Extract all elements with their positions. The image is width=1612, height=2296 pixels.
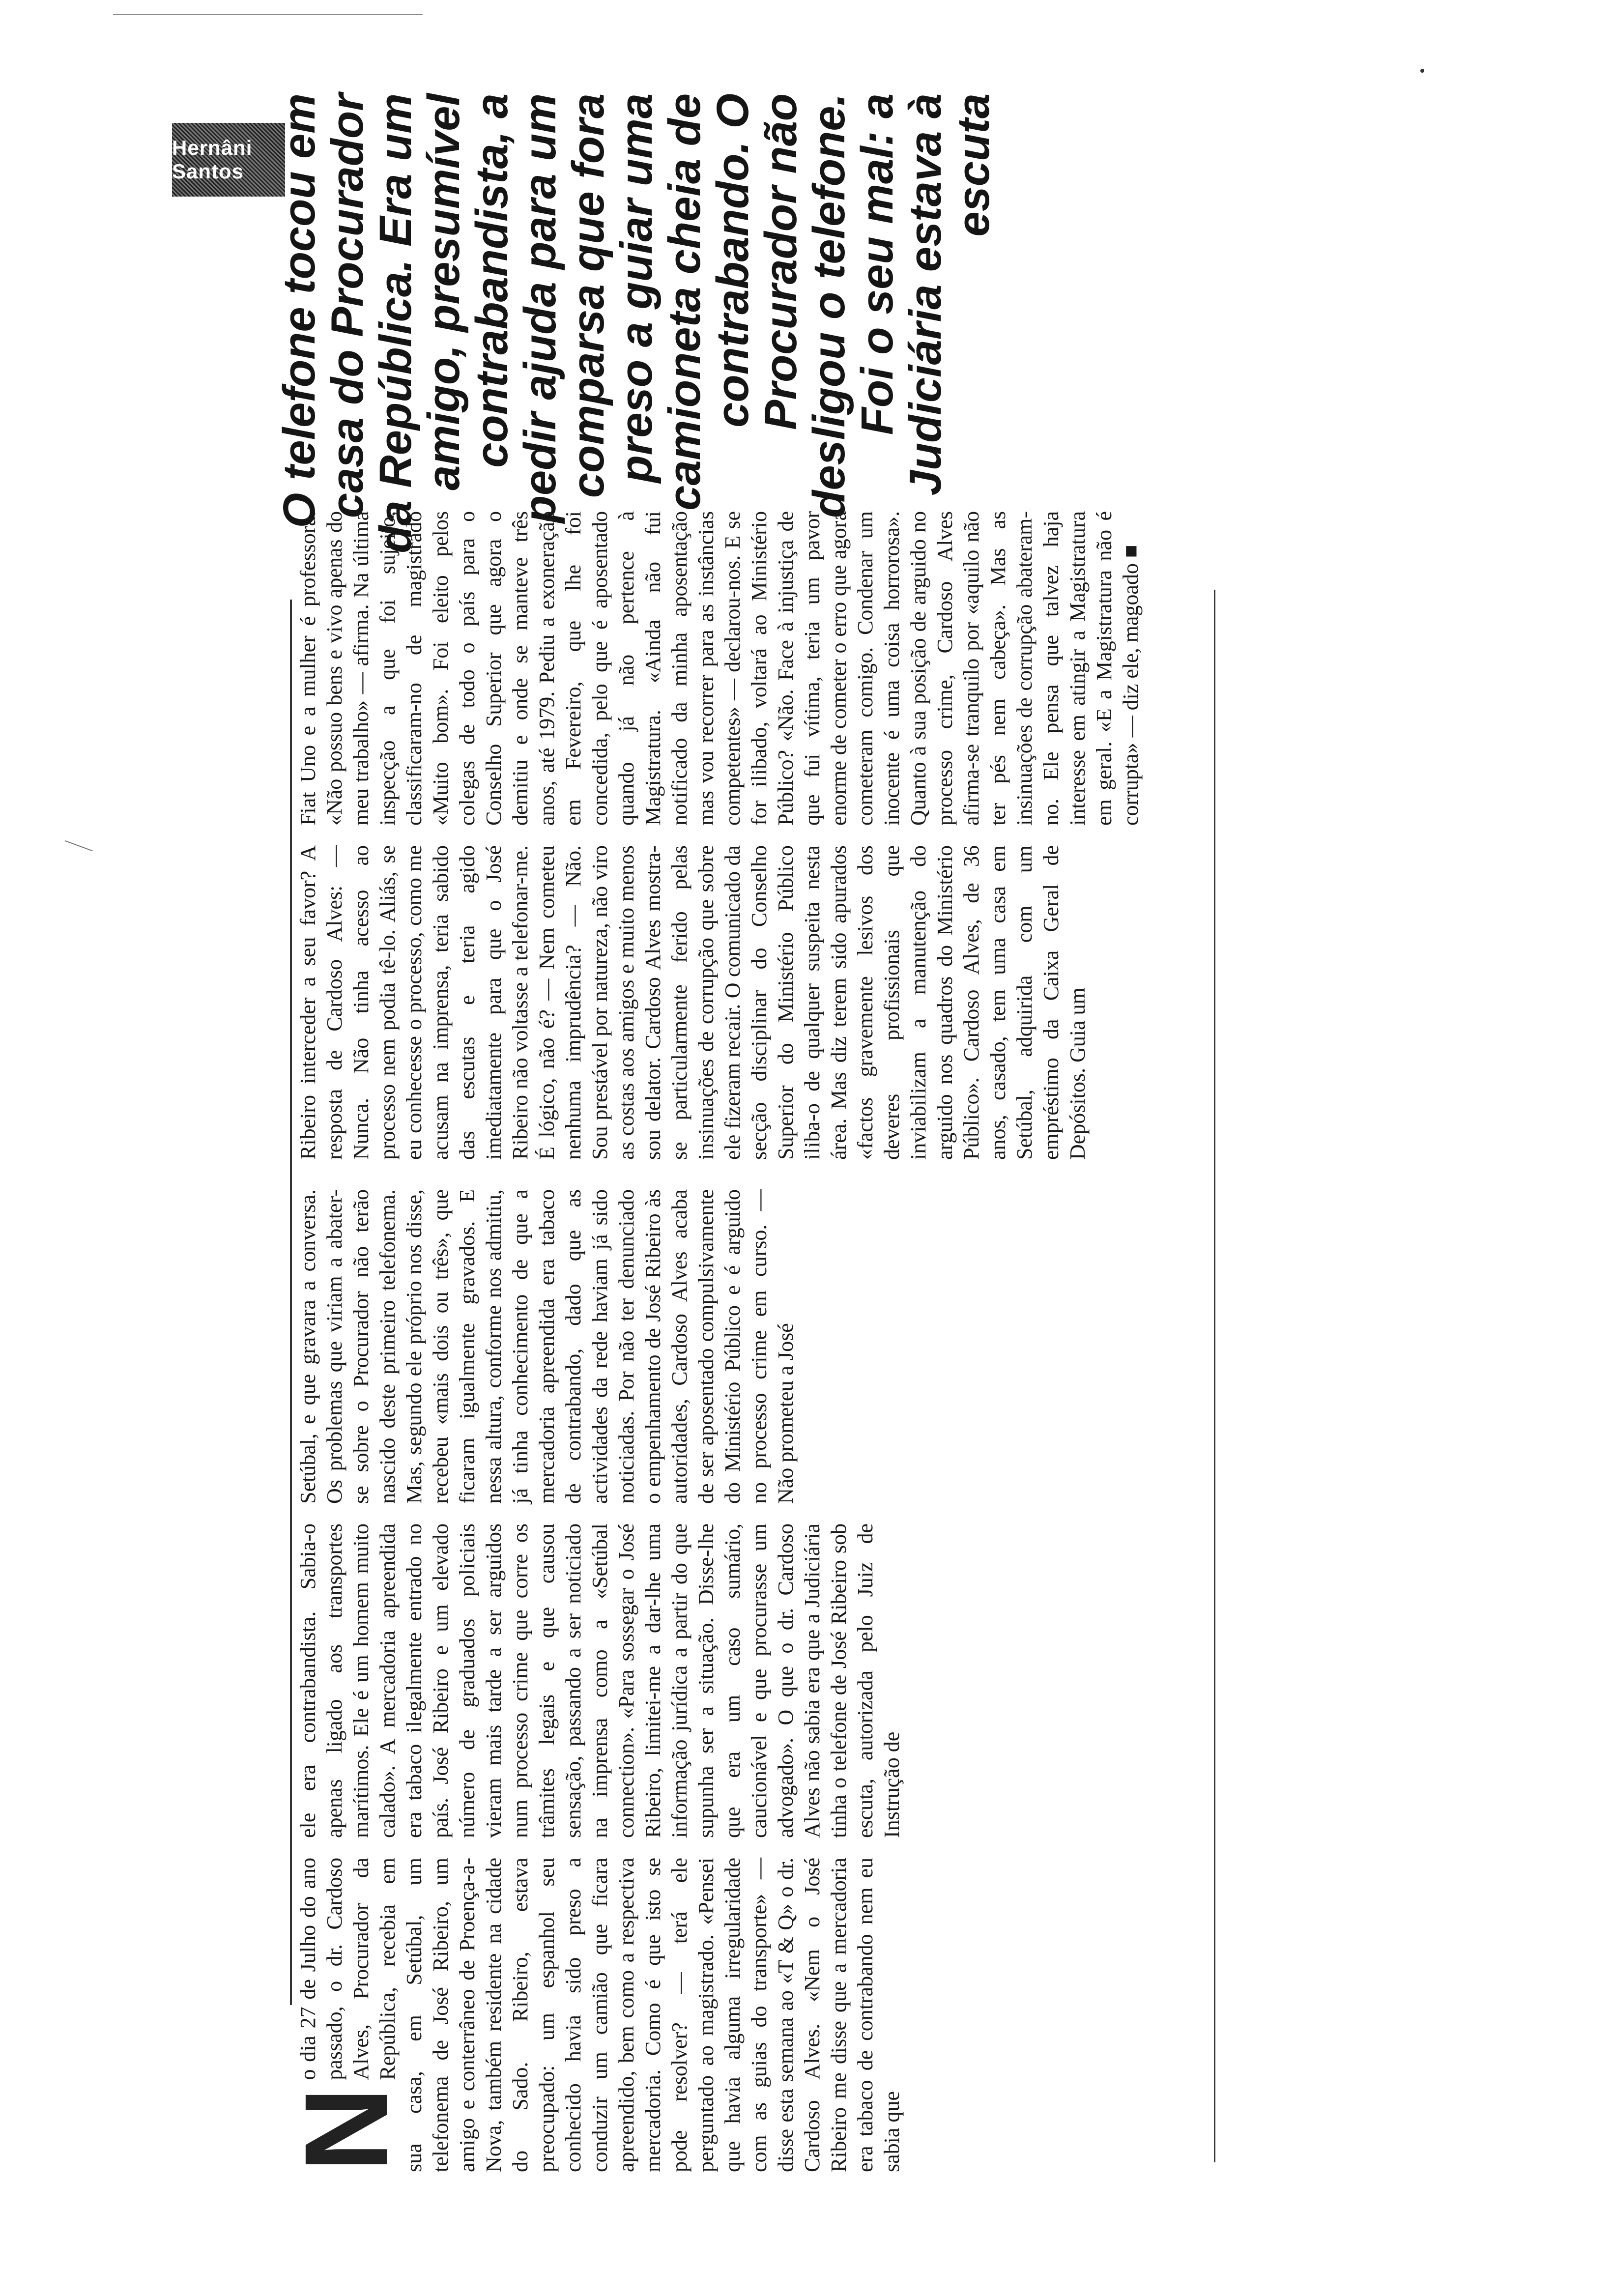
column-text: o dia 27 de Julho do ano passado, o dr. Cardoso Alves, Procurador da República, recebia em sua casa, em Setúbal, um telefonema de José Ribeiro, um amigo e conterrâneo de Proença-a-Nova, também residente na cidade do Sado. Ribeiro, estava preocupado: um espanhol seu conhecido havia sido preso a conduzir um camião que ficara apreendido, bem como a respectiva mercadoria. Como é que isto se pode resolver? — terá ele perguntado ao magistrado. «Pensei que havia alguma irregularidade com as guias do transporte» — disse esta semana ao «T & Q» o dr. Cardoso Alves. «Nem o José Ribeiro me disse que a mercadoria era tabaco de contrabando nem eu sabia que (296, 1858, 904, 2172)
article-column-3 (295, 1189, 802, 1504)
scan-mark-right (1420, 69, 1424, 73)
newspaper-clipping (172, 88, 1410, 2202)
article-headline: O telefone tocou em casa do Procurador da República. Era um amigo, presumível contrabandista, a pedir ajuda para um comparsa que fora preso a guiar uma camioneta cheia de contrabando. O Procurador não desligou o telefone. Foi o seu mal: a Judiciária estava à escuta (274, 93, 999, 553)
scan-edge-line (113, 14, 423, 15)
article-column-4 (295, 845, 1094, 1160)
dropcap-letter: N (280, 2087, 412, 2172)
article-column-5 (295, 511, 1147, 826)
column-text: Fiat Uno e a mulher é professora. «Não possuo bens e vivo apenas do meu trabalho» — afirma. Na última inspecção a que foi sujeito, classificaram-no de magistrado «Muito bom». Foi eleito pelos colegas de todo o país para o Conselho Superior que agora o demitiu e onde se manteve três anos, até 1979. Pediu a exoneração em Fevereiro, que lhe foi concedida, pelo que é aposentado quando já não pertence à Magistratura. «Ainda não fui notificado da minha aposentação mas vou recorrer para as instâncias competentes» — declarou-nos. E se for ilibado, voltará ao Ministério Público? «Não. Face à injustiça de que fui vítima, teria um pavor enorme de cometer o erro que agora cometeram comigo. Condenar um inocente é uma coisa horrorosa». Quanto à sua posição de arguido no processo crime, Cardoso Alves afirma-se tranquilo por «aquilo não ter pés nem cabeça». Mas as insinuações de corrupção abateram-no. Ele pensa que talvez haja interesse em atingir a Magistratura em geral. «E a Magistratura não é corrupta» — diz ele, magoado ■ (296, 511, 1143, 826)
column-text: Ribeiro interceder a seu favor? A resposta de Cardoso Alves: — Nunca. Não tinha acesso ao processo nem podia tê-lo. Aliás, se eu conhecesse o processo, como me acusam na imprensa, teria sabido das escutas e teria agido imediatamente para que o José Ribeiro não voltasse a telefonar-me. É lógico, não é? — Nem cometeu nenhuma imprudência? — Não. Sou prestável por natureza, não viro as costas aos amigos e muito menos sou delator. Cardoso Alves mostra-se particularmente ferido pelas insinuações de corrupção que sobre ele fizeram recair. O comunicado da secção disciplinar do Conselho Superior do Ministério Público iliba-o de qualquer suspeita nesta área. Mas diz terem sido apurados «factos gravemente lesivos dos deveres profissionais que inviabilizam a manutenção do arguido nos quadros do Ministério Público». Cardoso Alves, de 36 anos, casado, tem uma casa em Setúbal, adquirida com um empréstimo da Caixa Geral de Depósitos. Guia um (296, 845, 1090, 1160)
byline-text: Hernâni Santos (172, 136, 253, 183)
article-column-2 (295, 1523, 908, 1838)
scan-mark-left (64, 840, 92, 851)
column-text: ele era contrabandista. Sabia-o apenas ligado aos transportes marítimos. Ele é um homem muito calado». A mercadoria apreendida era tabaco ilegalmente entrado no país. José Ribeiro e um elevado número de graduados policiais vieram mais tarde a ser arguidos num processo crime que corre os trâmites legais e que causou sensação, passando a ser noticiado na imprensa como a «Setúbal connection». «Para sossegar o José Ribeiro, limitei-me a dar-lhe uma informação jurídica a partir do que supunha ser a situação. Disse-lhe que era um caso sumário, caucionável e que procurasse um advogado». O que o dr. Cardoso Alves não sabia era que a Judiciária tinha o telefone de José Ribeiro sob escuta, autorizada pelo Juiz de Instrução de (296, 1523, 904, 1838)
article-column-1 (280, 1858, 908, 2172)
byline-badge (172, 123, 285, 197)
column-rule-top (290, 600, 292, 2005)
column-text: Setúbal, e que gravara a conversa. Os problemas que viriam a abater-se sobre o Procurador não terão nascido deste primeiro telefonema. Mas, segundo ele próprio nos disse, recebeu «mais dois ou três», que ficaram igualmente gravados. E nessa altura, conforme nos admitiu, já tinha conhecimento de que a mercadoria apreendida era tabaco de contrabando, dado que as actividades da rede haviam já sido noticiadas. Por não ter denunciado o empenhamento de José Ribeiro às autoridades, Cardoso Alves acaba de ser aposentado compulsivamente do Ministério Público e é arguido no processo crime em curso. — Não prometeu a José (296, 1189, 798, 1504)
column-rule-bottom (1214, 590, 1215, 2162)
